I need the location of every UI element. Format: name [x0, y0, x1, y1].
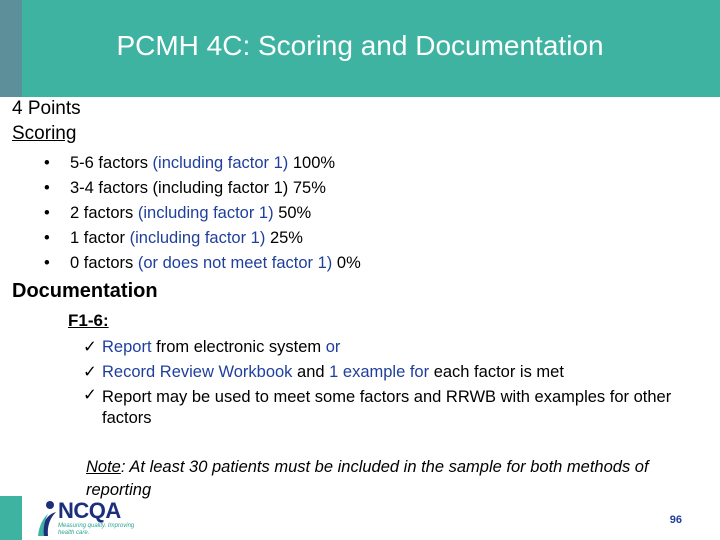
check-icon: ✓: [83, 363, 97, 381]
doc-text: from electronic system: [151, 338, 326, 356]
bullet-icon: •: [44, 254, 50, 272]
ncqa-logo: [36, 496, 136, 540]
doc-text: each factor is met: [429, 363, 564, 381]
scoring-heading-text: Scoring: [12, 123, 77, 144]
scoring-text: 3-4 factors (including factor 1) 75%: [70, 179, 326, 197]
scoring-text: 1 factor: [70, 229, 130, 247]
scoring-text: 2 factors: [70, 204, 138, 222]
scoring-condition: (including factor 1): [129, 229, 266, 247]
documentation-item: [83, 385, 702, 429]
documentation-heading: Documentation: [12, 280, 158, 302]
documentation-item: [83, 335, 702, 360]
scoring-text: 0 factors: [70, 254, 138, 272]
note-label: Note: [86, 458, 121, 476]
note-body: : At least 30 patients must be included in the sample for both methods of reporting: [86, 458, 649, 499]
scoring-percent: 100%: [288, 154, 336, 172]
bullet-icon: •: [44, 229, 50, 247]
scoring-item: [44, 251, 361, 276]
scoring-item: [44, 226, 361, 251]
scoring-item: [44, 176, 361, 201]
logo-name: NCQA: [58, 498, 121, 523]
footer-accent-bar: [0, 496, 22, 540]
doc-text: Report: [102, 338, 152, 356]
scoring-text: 5-6 factors: [70, 154, 153, 172]
scoring-condition: (or does not meet factor 1): [137, 254, 333, 272]
check-icon: ✓: [83, 386, 97, 404]
doc-text: 1 example for: [329, 363, 430, 381]
logo-figure-icon: [36, 496, 60, 540]
points-heading: 4 Points: [12, 98, 81, 119]
doc-text: and: [292, 363, 330, 381]
scoring-percent: 50%: [273, 204, 312, 222]
scoring-condition: (including factor 1): [137, 204, 274, 222]
page-number: 96: [669, 514, 682, 526]
scoring-item: [44, 201, 361, 226]
doc-text: or: [325, 338, 341, 356]
bullet-icon: •: [44, 179, 50, 197]
scoring-item: [44, 151, 361, 176]
note-text: [86, 456, 676, 502]
scoring-list: [44, 151, 361, 276]
slide-title: PCMH 4C: Scoring and Documentation: [116, 30, 604, 61]
documentation-item: [83, 360, 702, 385]
bullet-icon: •: [44, 204, 50, 222]
check-icon: ✓: [83, 338, 97, 356]
doc-text: Record Review Workbook: [102, 363, 293, 381]
doc-text: Report may be used to meet some factors and RRWB with examples for other factors: [102, 388, 672, 427]
title-bar: [0, 0, 720, 97]
scoring-condition: (including factor 1): [152, 154, 289, 172]
logo-tagline: Measuring quality. Improving health care.: [58, 523, 135, 536]
scoring-percent: 0%: [332, 254, 361, 272]
bullet-icon: •: [44, 154, 50, 172]
documentation-list: [83, 335, 702, 429]
scoring-percent: 25%: [265, 229, 303, 247]
scoring-heading: [12, 121, 76, 146]
factors-subheading: F1-6:: [68, 311, 109, 330]
